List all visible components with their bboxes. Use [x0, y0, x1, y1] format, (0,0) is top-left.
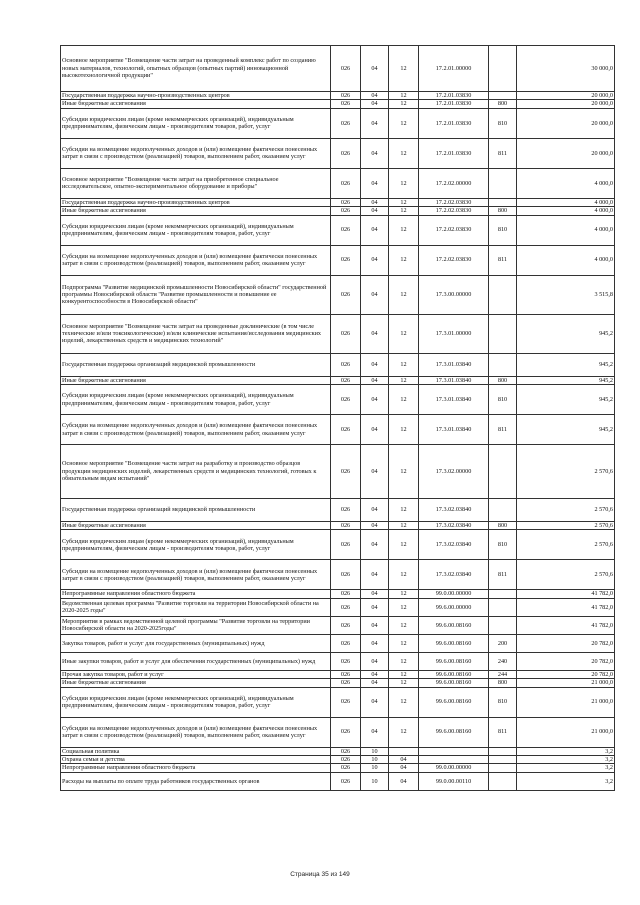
row-name: Социальная политика	[61, 747, 331, 755]
row-section-code: 04	[361, 522, 389, 530]
row-expense-type	[489, 747, 517, 755]
row-name: Государственная поддержка организаций медицинской промышленности	[61, 499, 331, 522]
row-amount: 30 000,0	[517, 46, 615, 92]
row-amount: 2 570,6	[517, 530, 615, 560]
row-subsection-code: 12	[389, 168, 419, 198]
table-row	[61, 46, 615, 92]
row-amount: 41 782,0	[517, 598, 615, 616]
row-subsection-code: 12	[389, 385, 419, 415]
row-section-code: 04	[361, 415, 389, 445]
row-section-code: 04	[361, 560, 389, 590]
row-amount: 945,2	[517, 415, 615, 445]
row-amount: 2 570,6	[517, 522, 615, 530]
row-grbs-code: 026	[331, 652, 361, 670]
row-name: Мероприятия в рамках ведомственной целевой программы "Развитие торговли на территории Новосибирской области на 2020-2025годы"	[61, 616, 331, 634]
table-row	[61, 445, 615, 499]
row-section-code: 04	[361, 168, 389, 198]
row-subsection-code: 12	[389, 245, 419, 275]
table-row	[61, 207, 615, 215]
row-name: Иные бюджетные ассигнования	[61, 207, 331, 215]
row-grbs-code: 026	[331, 415, 361, 445]
row-target-article: 99.6.00.08160	[419, 652, 489, 670]
table-row	[61, 764, 615, 772]
row-name: Субсидии на возмещение недополученных доходов и (или) возмещение фактически понесенных затрат в связи с производством (реализацией) товаров, выполнением работ, оказанием услуг	[61, 717, 331, 747]
row-target-article: 17.2.02.00000	[419, 168, 489, 198]
row-subsection-code: 04	[389, 764, 419, 772]
table-row	[61, 522, 615, 530]
table-row	[61, 376, 615, 384]
budget-table	[60, 45, 615, 791]
row-section-code: 04	[361, 590, 389, 598]
row-grbs-code: 026	[331, 530, 361, 560]
row-target-article: 17.2.01.00000	[419, 46, 489, 92]
row-amount: 4 000,0	[517, 168, 615, 198]
row-subsection-code: 12	[389, 100, 419, 108]
row-name: Государственная поддержка научно-производственных центров	[61, 92, 331, 100]
row-target-article: 99.6.00.08160	[419, 717, 489, 747]
row-amount: 20 000,0	[517, 100, 615, 108]
row-amount: 3,2	[517, 764, 615, 772]
table-row	[61, 679, 615, 687]
row-section-code: 04	[361, 92, 389, 100]
row-subsection-code: 12	[389, 215, 419, 245]
row-subsection-code: 04	[389, 772, 419, 790]
row-subsection-code: 12	[389, 353, 419, 376]
row-expense-type: 800	[489, 522, 517, 530]
row-target-article: 17.2.02.03830	[419, 207, 489, 215]
row-expense-type: 800	[489, 100, 517, 108]
row-amount: 4 000,0	[517, 198, 615, 206]
row-expense-type: 811	[489, 138, 517, 168]
row-target-article	[419, 747, 489, 755]
table-row	[61, 670, 615, 678]
row-amount: 20 782,0	[517, 670, 615, 678]
row-grbs-code: 026	[331, 92, 361, 100]
row-grbs-code: 026	[331, 679, 361, 687]
table-row	[61, 560, 615, 590]
row-section-code: 04	[361, 652, 389, 670]
row-grbs-code: 026	[331, 168, 361, 198]
row-name: Иные закупки товаров, работ и услуг для обеспечения государственных (муниципальных) нужд	[61, 652, 331, 670]
row-subsection-code: 12	[389, 108, 419, 138]
row-subsection-code: 12	[389, 314, 419, 353]
row-target-article: 17.2.01.03830	[419, 100, 489, 108]
row-expense-type: 811	[489, 560, 517, 590]
row-section-code: 04	[361, 616, 389, 634]
row-amount: 20 782,0	[517, 652, 615, 670]
row-subsection-code: 12	[389, 530, 419, 560]
row-expense-type: 810	[489, 215, 517, 245]
row-amount: 945,2	[517, 353, 615, 376]
table-row	[61, 687, 615, 717]
row-subsection-code: 12	[389, 634, 419, 652]
row-subsection-code: 12	[389, 590, 419, 598]
row-section-code: 04	[361, 108, 389, 138]
row-grbs-code: 026	[331, 108, 361, 138]
row-grbs-code: 026	[331, 100, 361, 108]
row-amount: 2 570,6	[517, 445, 615, 499]
row-target-article: 99.0.00.00110	[419, 772, 489, 790]
row-grbs-code: 026	[331, 275, 361, 314]
row-expense-type	[489, 772, 517, 790]
row-section-code: 10	[361, 772, 389, 790]
row-subsection-code: 12	[389, 46, 419, 92]
page-number: Страница 35 из 149	[290, 871, 350, 878]
row-target-article: 99.0.00.00000	[419, 764, 489, 772]
row-name: Основное мероприятие "Возмещение части затрат на проведенные доклинические (в том числе технические и/или токсикологические) и/или клинические испытания/исследования медицинских изделий, лекарственных средств и медицинских технологий"	[61, 314, 331, 353]
row-section-code: 04	[361, 245, 389, 275]
row-expense-type: 810	[489, 687, 517, 717]
row-subsection-code: 04	[389, 756, 419, 764]
row-name: Государственная поддержка научно-производственных центров	[61, 198, 331, 206]
row-target-article: 17.3.02.03840	[419, 560, 489, 590]
table-row	[61, 747, 615, 755]
row-amount: 21 000,0	[517, 687, 615, 717]
row-section-code: 04	[361, 376, 389, 384]
row-section-code: 04	[361, 670, 389, 678]
row-section-code: 04	[361, 100, 389, 108]
row-expense-type: 800	[489, 376, 517, 384]
row-name: Субсидии на возмещение недополученных доходов и (или) возмещение фактически понесенных затрат в связи с производством (реализацией) товаров, выполнением работ, оказанием услуг	[61, 415, 331, 445]
row-expense-type: 800	[489, 207, 517, 215]
row-grbs-code: 026	[331, 198, 361, 206]
row-section-code: 04	[361, 499, 389, 522]
row-expense-type	[489, 198, 517, 206]
row-subsection-code: 12	[389, 670, 419, 678]
row-subsection-code: 12	[389, 687, 419, 717]
row-name: Субсидии юридическим лицам (кроме некоммерческих организаций), индивидуальным предпринимателям, физическим лицам - производителям товаров, работ, услуг	[61, 215, 331, 245]
table-row	[61, 138, 615, 168]
row-name: Субсидии на возмещение недополученных доходов и (или) возмещение фактически понесенных затрат в связи с производством (реализацией) товаров, выполнением работ, оказанием услуг	[61, 245, 331, 275]
row-section-code: 04	[361, 717, 389, 747]
row-target-article: 17.3.01.03840	[419, 353, 489, 376]
row-subsection-code: 12	[389, 376, 419, 384]
row-target-article: 99.6.00.08160	[419, 687, 489, 717]
row-subsection-code: 12	[389, 679, 419, 687]
row-name: Подпрограмма "Развитие медицинской промышленности Новосибирской области" государственной программы Новосибирской области "Развитие промышленности и повышение ее конкурентоспособности в Новосибирской области"	[61, 275, 331, 314]
row-amount: 20 782,0	[517, 634, 615, 652]
table-row	[61, 616, 615, 634]
row-grbs-code: 026	[331, 670, 361, 678]
row-subsection-code: 12	[389, 198, 419, 206]
row-amount: 20 000,0	[517, 108, 615, 138]
row-target-article: 99.6.00.08160	[419, 670, 489, 678]
row-grbs-code: 026	[331, 353, 361, 376]
row-target-article: 17.2.01.03830	[419, 108, 489, 138]
table-row	[61, 198, 615, 206]
row-name: Основное мероприятие "Возмещение части затрат на проведенный комплекс работ по созданию новых материалов, технологий, опытных образцов (опытных партий) инновационной высокотехнологичной продукции"	[61, 46, 331, 92]
row-name: Иные бюджетные ассигнования	[61, 376, 331, 384]
row-grbs-code: 026	[331, 747, 361, 755]
row-section-code: 04	[361, 314, 389, 353]
row-expense-type: 240	[489, 652, 517, 670]
row-amount: 945,2	[517, 385, 615, 415]
row-name: Основное мероприятие "Возмещение части затрат на разработку и производство образцов продукции медицинских изделий, лекарственных средств и медицинских технологий, готовых к обязательным видам испытаний"	[61, 445, 331, 499]
table-row	[61, 756, 615, 764]
row-subsection-code: 12	[389, 445, 419, 499]
row-section-code: 10	[361, 756, 389, 764]
row-amount: 2 570,6	[517, 560, 615, 590]
table-row	[61, 772, 615, 790]
row-expense-type	[489, 616, 517, 634]
row-amount: 4 000,0	[517, 245, 615, 275]
table-row	[61, 215, 615, 245]
row-grbs-code: 026	[331, 756, 361, 764]
row-section-code: 04	[361, 385, 389, 415]
row-amount: 20 000,0	[517, 92, 615, 100]
table-row	[61, 499, 615, 522]
row-target-article: 99.6.00.08160	[419, 616, 489, 634]
row-target-article: 99.6.00.08160	[419, 634, 489, 652]
table-row	[61, 590, 615, 598]
row-subsection-code	[389, 747, 419, 755]
row-name: Субсидии на возмещение недополученных доходов и (или) возмещение фактически понесенных затрат в связи с производством (реализацией) товаров, выполнением работ, оказанием услуг	[61, 560, 331, 590]
row-target-article: 17.3.02.00000	[419, 445, 489, 499]
row-expense-type: 810	[489, 385, 517, 415]
row-expense-type	[489, 598, 517, 616]
row-expense-type	[489, 353, 517, 376]
row-section-code: 04	[361, 138, 389, 168]
row-section-code: 04	[361, 445, 389, 499]
table-row	[61, 314, 615, 353]
row-amount: 4 000,0	[517, 207, 615, 215]
table-row	[61, 415, 615, 445]
row-target-article: 99.0.00.00000	[419, 590, 489, 598]
row-target-article: 17.3.01.03840	[419, 385, 489, 415]
row-name: Иные бюджетные ассигнования	[61, 100, 331, 108]
row-grbs-code: 026	[331, 245, 361, 275]
row-amount: 41 782,0	[517, 590, 615, 598]
row-expense-type: 810	[489, 530, 517, 560]
row-subsection-code: 12	[389, 415, 419, 445]
row-target-article: 17.3.01.00000	[419, 314, 489, 353]
table-row	[61, 108, 615, 138]
row-section-code: 04	[361, 275, 389, 314]
table-row	[61, 598, 615, 616]
row-subsection-code: 12	[389, 522, 419, 530]
row-expense-type: 200	[489, 634, 517, 652]
table-row	[61, 353, 615, 376]
row-name: Субсидии юридическим лицам (кроме некоммерческих организаций), индивидуальным предпринимателям, физическим лицам - производителям товаров, работ, услуг	[61, 108, 331, 138]
row-expense-type	[489, 46, 517, 92]
row-expense-type: 811	[489, 717, 517, 747]
row-expense-type: 811	[489, 245, 517, 275]
row-amount: 41 782,0	[517, 616, 615, 634]
row-section-code: 04	[361, 198, 389, 206]
row-target-article: 17.3.01.03840	[419, 376, 489, 384]
row-section-code: 04	[361, 215, 389, 245]
row-name: Основное мероприятие "Возмещение части затрат на приобретенное специальное исследовательское, опытно-экспериментальное оборудование и приборы"	[61, 168, 331, 198]
row-grbs-code: 026	[331, 634, 361, 652]
row-subsection-code: 12	[389, 138, 419, 168]
row-grbs-code: 026	[331, 560, 361, 590]
row-grbs-code: 026	[331, 376, 361, 384]
row-target-article: 17.3.02.03840	[419, 499, 489, 522]
row-target-article: 17.2.02.03830	[419, 215, 489, 245]
row-grbs-code: 026	[331, 314, 361, 353]
row-name: Субсидии юридическим лицам (кроме некоммерческих организаций), индивидуальным предпринимателям, физическим лицам - производителям товаров, работ, услуг	[61, 530, 331, 560]
row-grbs-code: 026	[331, 445, 361, 499]
row-grbs-code: 026	[331, 522, 361, 530]
row-name: Закупка товаров, работ и услуг для государственных (муниципальных) нужд	[61, 634, 331, 652]
row-section-code: 04	[361, 530, 389, 560]
row-grbs-code: 026	[331, 598, 361, 616]
row-expense-type	[489, 499, 517, 522]
row-name: Иные бюджетные ассигнования	[61, 522, 331, 530]
row-target-article: 17.2.01.03830	[419, 92, 489, 100]
table-row	[61, 92, 615, 100]
row-target-article: 17.2.01.03830	[419, 138, 489, 168]
row-name: Непрограммные направления областного бюджета	[61, 764, 331, 772]
row-name: Прочая закупка товаров, работ и услуг	[61, 670, 331, 678]
row-expense-type	[489, 756, 517, 764]
row-target-article: 17.3.02.03840	[419, 530, 489, 560]
row-amount: 3,2	[517, 747, 615, 755]
row-name: Субсидии на возмещение недополученных доходов и (или) возмещение фактически понесенных затрат в связи с производством (реализацией) товаров, выполнением работ, оказанием услуг	[61, 138, 331, 168]
row-expense-type: 810	[489, 108, 517, 138]
table-row	[61, 168, 615, 198]
row-amount: 21 000,0	[517, 679, 615, 687]
row-grbs-code: 026	[331, 385, 361, 415]
row-amount: 945,2	[517, 376, 615, 384]
row-expense-type: 800	[489, 679, 517, 687]
row-grbs-code: 026	[331, 207, 361, 215]
row-subsection-code: 12	[389, 717, 419, 747]
table-row	[61, 634, 615, 652]
row-subsection-code: 12	[389, 560, 419, 590]
table-row	[61, 100, 615, 108]
row-expense-type	[489, 92, 517, 100]
row-grbs-code: 026	[331, 772, 361, 790]
row-section-code: 04	[361, 46, 389, 92]
row-section-code: 10	[361, 764, 389, 772]
row-section-code: 04	[361, 598, 389, 616]
row-expense-type	[489, 275, 517, 314]
row-expense-type	[489, 590, 517, 598]
row-subsection-code: 12	[389, 499, 419, 522]
row-amount: 945,2	[517, 314, 615, 353]
row-grbs-code: 026	[331, 138, 361, 168]
table-row	[61, 245, 615, 275]
row-name: Непрограммные направления областного бюджета	[61, 590, 331, 598]
row-name: Иные бюджетные ассигнования	[61, 679, 331, 687]
row-grbs-code: 026	[331, 590, 361, 598]
row-amount: 21 000,0	[517, 717, 615, 747]
budget-table-body	[61, 46, 615, 791]
row-section-code: 04	[361, 207, 389, 215]
row-subsection-code: 12	[389, 616, 419, 634]
row-amount: 3,2	[517, 772, 615, 790]
row-name: Государственная поддержка организаций медицинской промышленности	[61, 353, 331, 376]
row-expense-type: 811	[489, 415, 517, 445]
row-section-code: 04	[361, 634, 389, 652]
row-name: Охрана семьи и детства	[61, 756, 331, 764]
row-grbs-code: 026	[331, 215, 361, 245]
row-section-code: 10	[361, 747, 389, 755]
row-name: Субсидии юридическим лицам (кроме некоммерческих организаций), индивидуальным предпринимателям, физическим лицам - производителям товаров, работ, услуг	[61, 687, 331, 717]
row-subsection-code: 12	[389, 652, 419, 670]
row-amount: 3,2	[517, 756, 615, 764]
row-name: Ведомственная целевая программа "Развитие торговли на территории Новосибирской области на 2020-2025 годы"	[61, 598, 331, 616]
row-subsection-code: 12	[389, 207, 419, 215]
row-expense-type	[489, 445, 517, 499]
row-amount: 3 515,8	[517, 275, 615, 314]
row-subsection-code: 12	[389, 598, 419, 616]
row-section-code: 04	[361, 353, 389, 376]
row-expense-type	[489, 314, 517, 353]
row-name: Расходы на выплаты по оплате труда работников государственных органов	[61, 772, 331, 790]
row-expense-type: 244	[489, 670, 517, 678]
row-target-article: 99.6.00.08160	[419, 679, 489, 687]
row-grbs-code: 026	[331, 46, 361, 92]
row-target-article: 99.6.00.00000	[419, 598, 489, 616]
table-row	[61, 530, 615, 560]
row-expense-type	[489, 764, 517, 772]
table-row	[61, 717, 615, 747]
row-subsection-code: 12	[389, 92, 419, 100]
row-grbs-code: 026	[331, 499, 361, 522]
table-row	[61, 652, 615, 670]
row-target-article: 17.3.02.03840	[419, 522, 489, 530]
row-grbs-code: 026	[331, 687, 361, 717]
row-name: Субсидии юридическим лицам (кроме некоммерческих организаций), индивидуальным предпринимателям, физическим лицам - производителям товаров, работ, услуг	[61, 385, 331, 415]
row-expense-type	[489, 168, 517, 198]
row-section-code: 04	[361, 679, 389, 687]
row-grbs-code: 026	[331, 764, 361, 772]
table-row	[61, 275, 615, 314]
row-grbs-code: 026	[331, 717, 361, 747]
row-target-article: 17.3.01.03840	[419, 415, 489, 445]
table-row	[61, 385, 615, 415]
row-target-article	[419, 756, 489, 764]
row-amount: 2 570,6	[517, 499, 615, 522]
row-amount: 20 000,0	[517, 138, 615, 168]
row-subsection-code: 12	[389, 275, 419, 314]
row-target-article: 17.2.02.03830	[419, 198, 489, 206]
row-target-article: 17.2.02.03830	[419, 245, 489, 275]
row-grbs-code: 026	[331, 616, 361, 634]
row-target-article: 17.3.00.00000	[419, 275, 489, 314]
row-amount: 4 000,0	[517, 215, 615, 245]
row-section-code: 04	[361, 687, 389, 717]
